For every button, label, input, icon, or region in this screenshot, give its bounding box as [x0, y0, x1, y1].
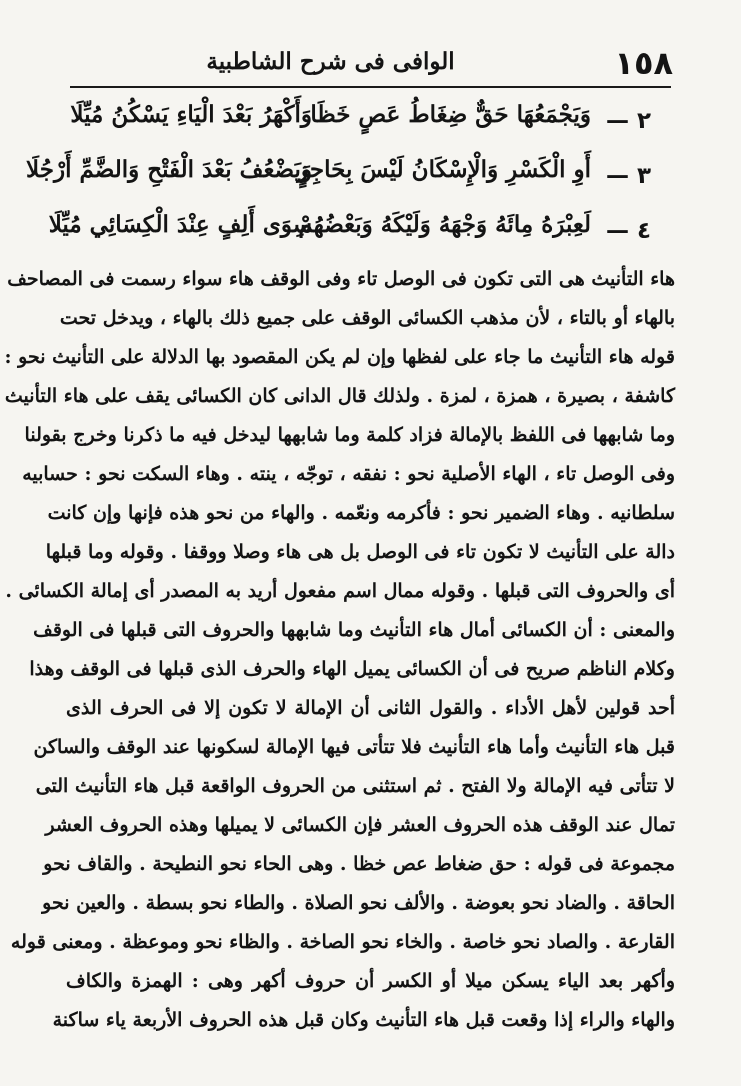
text-line: والمعنى : أن الكسائى أمال هاء التأنيث وما شابهها والحروف التى قبلها فى الوقف: [33, 619, 675, 641]
text-line: وما شابهها فى اللفظ بالإمالة فزاد كلمة وما شابهها ليدخل فيه ما ذكرنا وخرج بقولنا: [24, 424, 675, 446]
text-line: دالة على التأنيث لا تكون تاء فى الوصل بل هى هاء وصلا ووقفا . وقوله وما قبلها: [45, 541, 675, 563]
text-line: كاشفة ، بصيرة ، همزة ، لمزة . ولذلك قال الدانى كان الكسائى يقف على هاء التأنيث: [4, 385, 675, 407]
page-number: ١٥٨: [614, 44, 673, 82]
text-line: الحاقة . والضاد نحو بعوضة . والألف نحو الصلاة . والطاء نحو بسطة . والعين نحو: [42, 892, 675, 914]
verse-line: [70, 101, 651, 145]
text-line: قوله هاء التأنيث ما جاء على لفظها وإن لم يكن المقصود بها الدلالة على التأنيث نحو :: [4, 346, 675, 368]
text-line: وفى الوصل تاء ، الهاء الأصلية نحو : نفقه ، توجّه ، ينته . وهاء السكت نحو : حسابيه: [22, 463, 675, 485]
running-title: الوافى فى شرح الشاطبية: [206, 48, 455, 75]
verse-line: [26, 156, 651, 200]
text-line: القارعة . والصاد نحو خاصة . والخاء نحو الصاخة . والظاء نحو وموعظة . ومعنى قوله: [10, 931, 675, 953]
text-line: لا تتأتى فيه الإمالة ولا الفتح . ثم استثنى من الحروف الواقعة قبل هاء التأنيث التى: [35, 775, 675, 797]
text-line: وأكهر بعد الياء يسكن ميلا أو الكسر أن حروف أكهر وهى : الهمزة والكاف: [66, 970, 675, 992]
text-line: أى والحروف التى قبلها . وقوله ممال اسم مفعول أريد به المصدر أى إمالة الكسائى .: [5, 580, 675, 602]
text-line: مجموعة فى قوله : حق ضغاط عص خظا . وهى الحاء نحو النطيحة . والقاف نحو: [43, 853, 675, 875]
text-line: سلطانيه . وهاء الضمير نحو : فأكرمه ونعّمه . والهاء من نحو هذه فإنها وإن كانت: [47, 502, 675, 524]
verse-line: [48, 211, 651, 255]
verse-block: [26, 101, 651, 259]
verse-number: ٢ —: [605, 108, 651, 134]
text-line: بالهاء أو بالتاء ، لأن مذهب الكسائى الوقف على جميع ذلك بالهاء ، ويدخل تحت: [59, 307, 675, 329]
verse-second-hemistich: سِوَى أَلِفٍ عِنْدَ الْكِسَائِي مُيِّلَا: [48, 211, 312, 238]
header-rule: [70, 86, 671, 88]
verse-first-hemistich: أَوِ الْكَسْرِ وَالْإِسْكَانُ لَيْسَ بِحَاجِزٍ: [297, 156, 591, 183]
text-line: هاء التأنيث هى التى تكون فى الوصل تاء وفى الوقف هاء سواء رسمت فى المصاحف: [7, 268, 675, 290]
verse-number: ٤ —: [605, 218, 651, 244]
verse-number: ٣ —: [605, 163, 651, 189]
text-line: قبل هاء التأنيث وأما هاء التأنيث فلا تتأتى فيها الإمالة لسكونها عند الوقف والساكن: [33, 736, 675, 758]
commentary-text: [4, 263, 675, 1061]
verse-first-hemistich: لَعِبْرَهُ مِائَهُ وَجْهَهُ وَلَيْكَهُ وَبَعْضُهُمْ: [298, 211, 591, 238]
page-header: [70, 40, 673, 88]
text-line: أحد قولين لأهل الأداء . والقول الثانى أن الإمالة لا تكون إلا فى الحرف الذى: [66, 697, 675, 719]
text-line: تمال عند الوقف هذه الحروف العشر فإن الكسائى لا يميلها وهذه الحروف العشر: [45, 814, 675, 836]
text-line: وكلام الناظم صريح فى أن الكسائى يميل الهاء والحرف الذى قبلها فى الوقف وهذا: [29, 658, 675, 680]
text-line: والهاء والراء إذا وقعت قبل هاء التأنيث وكان قبل هذه الحروف الأربعة ياء ساكنة: [52, 1009, 675, 1031]
verse-first-hemistich: وَيَجْمَعُهَا حَقٌّ ضِغَاطُ عَصٍ خَظَا: [310, 101, 591, 128]
verse-second-hemistich: وَيَضْعُفُ بَعْدَ الْفَتْحِ وَالضَّمِّ أَرْجُلَا: [26, 156, 312, 183]
verse-second-hemistich: وَأَكْهَرُ بَعْدَ الْيَاءِ يَسْكُنُ مُيِّلَا: [70, 101, 312, 128]
